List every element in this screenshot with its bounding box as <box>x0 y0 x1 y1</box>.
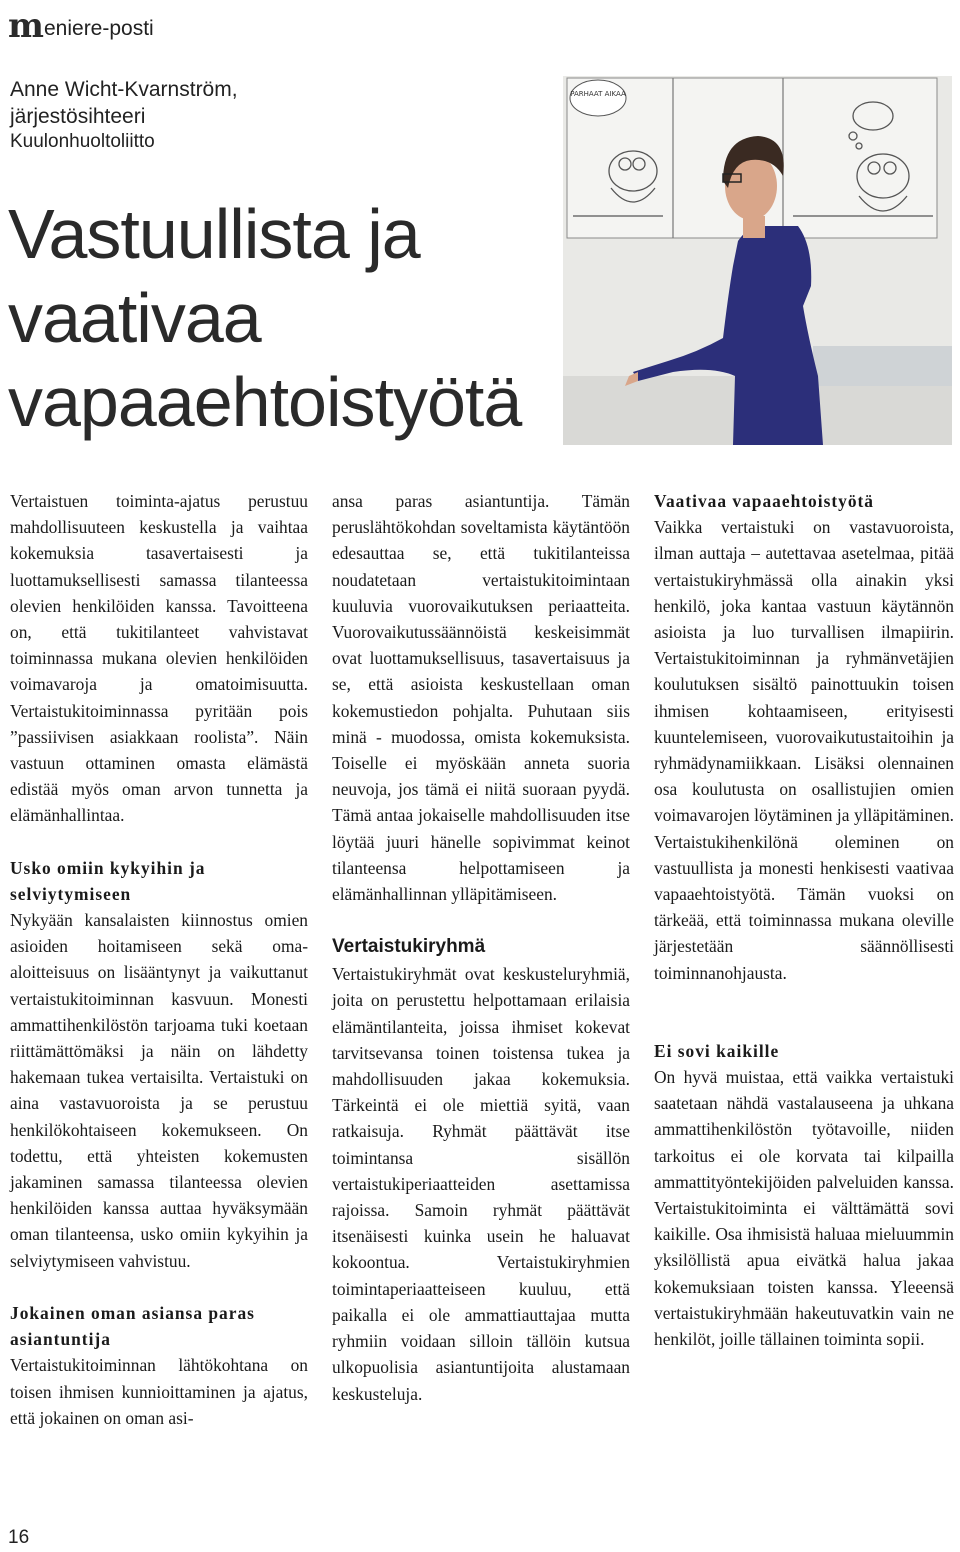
author-name: Anne Wicht-Kvarnström, <box>10 78 238 101</box>
subheading-jokainen-oman-asiansa: Jokainen oman asiansa paras asiantuntija <box>10 1302 255 1350</box>
magazine-header <box>8 6 154 46</box>
subheading-vertaistukiryhma: Vertaistukiryhmä <box>332 936 486 958</box>
article-column-1 <box>10 488 308 1431</box>
magazine-logo-mark: m <box>8 6 42 46</box>
subheading-vaativaa-vapaaehtoistyota: Vaativaa vapaaehtoistyötä <box>654 491 875 511</box>
article-headline: Vastuullista ja vaativaa vapaaehtoistyötä <box>8 195 522 441</box>
article-column-2 <box>332 488 630 1407</box>
article-photo <box>563 76 952 445</box>
author-block <box>10 76 238 154</box>
section-name: eniere-posti <box>43 17 154 40</box>
paragraph-vertaistukiryhma: Vertaistukiryhmät ovat keskusteluryhmiä, joita on perustettu helpottamaan erilaisia elämäntilanteita, joissa ihmiset kokevat tarvitsevansa toinen toistensa tukea ja mahdollisuuden jakaa kokemuksia. Tärkeintä ei ole miettiä syitä, vaan ratkaisuja. Ryhmät päättävät itse toimintansa sisällön vertaistukiperiaatteiden asettamissa rajoissa. Samoin ryhmät päättävät itsenäisesti kuinka usein he haluavat kokoontua. Vertaistukiryhmien toimintaperiaatteiseen kuuluu, että paikalla ei ole ammattiauttajaa mutta ryhmiin voidaan silloin tällöin kutsua ulkopuolisia asiantuntijoita alustamaan keskusteluja. <box>332 964 630 1404</box>
paragraph-ei-sovi-kaikille: On hyvä muistaa, että vaikka vertaistuki saatetaan nähdä vastalauseena ja uhkana ammattihenkilöstön työtavoille, niiden tarkoitus ei ole korvata tai kilpailla ammattityöntekijöiden palveluiden kanssa. Vertaistukitoiminta ei välttämättä sovi kaikille. Osa ihmisistä haluaa mieluummin yksilöllistä apua eivätkä halua jakaa kokemuksiaan toisten kanssa. Yleeensä vertaistukiryhmään hakeutuvatkin vain ne henkilöt, joille tällainen toiminta sopii. <box>654 1067 954 1350</box>
subheading-ei-sovi-kaikille: Ei sovi kaikille <box>654 1040 780 1061</box>
paragraph-continuation: ansa paras asiantuntija. Tämän peruslähtökohdan soveltamista käytäntöön edesauttaa se, että tukitilanteissa noudatetaan vertaistukitoimintaan kuuluvia vuorovaikutuksen periaatteita. Vuorovaikutussäännöistä keskeisimmät ovat luottamuksellisuus, tasavertaisuus ja se, että asioista keskustellaan oman kokemustiedon pohjalta. Puhutaan siis minä - muodossa, omista kokemuksista. Toiselle ei myöskään anneta suoria neuvoja, jos tämä ei niitä suoraan pyydä. Tämä antaa jokaiselle mahdollisuuden itse löytää juuri hänelle sopivimmat keinot tilanteensa helpottamiseen ja elämänhallinnan ylläpitämiseen. <box>332 491 630 905</box>
author-organization: Kuulonhuoltoliitto <box>10 131 155 152</box>
comic-bubble-text: PARHAAT AIKAA <box>570 90 626 98</box>
author-role: järjestösihteeri <box>10 105 146 128</box>
paragraph-usko-omiin-kykyihin: Nykyään kansalaisten kiinnostus omien asioiden hoitamiseen sekä oma-aloitteisuus on lisääntynyt ja vaikuttanut vertaistukitoiminnan kasvuun. Monesti ammattihenkilöstön tarjoama tuki koetaan riittämättömäksi ja näin on lähdetty hakemaan tukea vertaisilta. Vertaistuki on aina vastavuoroista ja se perustuu henkilökohtaiseen kokemukseen. On todettu, että yhteisten kokemusten jakaminen samassa tilanteessa olevien henkilöiden kanssa auttaa hyväksymään oman tilanteensa, usko omiin kykyihin ja selviytymiseen vahvistuu. <box>10 910 308 1271</box>
presenter-photo-illustration <box>563 76 952 445</box>
paragraph-vaativaa-vapaaehtoistyota: Vaikka vertaistuki on vastavuoroista, ilman auttaja – autettavaa asetelmaa, pitää vertaistukiryhmässä olla ainakin yksi henkilö, joka kantaa vastuun käytännön asioista ja luo turvallisen ilmapiirin. Vertaistukitoiminnan ja ryhmänvetäjien koulutuksen sisältö painottuukin toisen ihmisen kohtaamiseen, erityisesti kuuntelemiseen, vuorovaikutustaitoihin ja ryhmädynamiikkaan. Lisäksi olennainen osa koulutusta on osallistujien omien voimavarojen löytäminen ja ylläpitäminen. Vertaistukihenkilönä oleminen on vastuullista ja monesti henkisesti vaativaa vapaaehtoistyötä. Tämän vuoksi on tärkeää, että toiminnassa mukana oleville järjestetään säännöllisesti toiminnanohjausta. <box>654 517 954 983</box>
subheading-usko-omiin-kykyihin: Usko omiin kykyihin ja selviytymiseen <box>10 857 206 904</box>
intro-paragraph: Vertaistuen toiminta-ajatus perustuu mahdollisuuteen keskustella ja vaihtaa kokemuksia tasavertaisesti ja luottamuksellisesti samassa tilanteessa olevien henkilöiden kanssa. Tavoitteena on, että tukitilanteet vahvistavat toiminnassa mukana olevien henkilöiden voimavaroja ja omatoimisuutta. Vertaistukitoiminnassa pyritään pois ”passiivisen asiakkaan roolista”. Näin vastuun ottaminen omasta elämästä edistää myös oman arvon tunnetta ja elämänhallintaa. <box>10 491 308 826</box>
paragraph-jokainen-oman-asiansa: Vertaistukitoiminnan lähtökohtana on toisen ihmisen kunnioittaminen ja ajatus, että jokainen on oman asi- <box>10 1355 308 1428</box>
article-column-3 <box>654 488 954 1352</box>
page-number: 16 <box>8 1527 30 1548</box>
